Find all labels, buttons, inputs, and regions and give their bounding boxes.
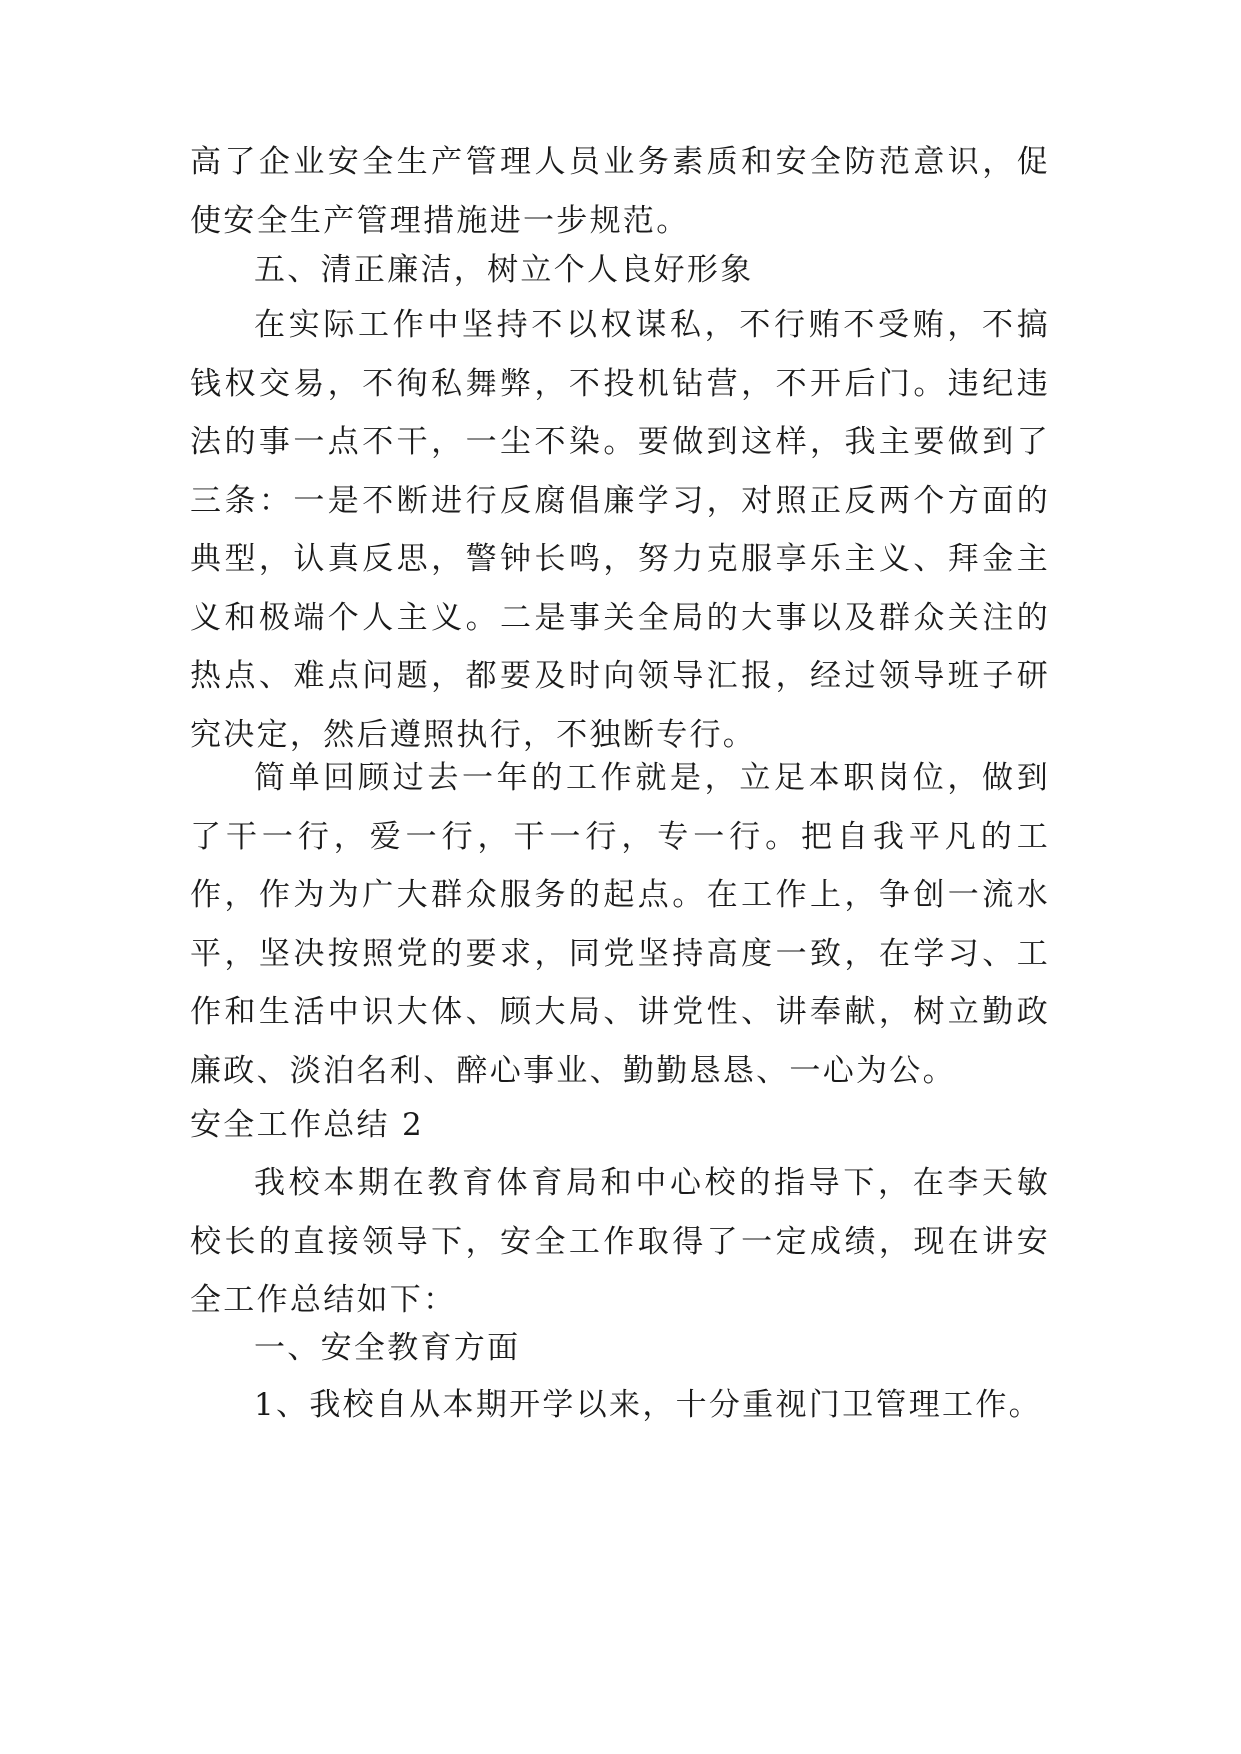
paragraph-intro: 我校本期在教育体育局和中心校的指导下，在李天敏校长的直接领导下，安全工作取得了一定成绩，现在讲安全工作总结如下： bbox=[190, 1165, 1050, 1318]
paragraph-item-1: 1、我校自从本期开学以来，十分重视门卫管理工作。 bbox=[254, 1387, 1042, 1423]
section-title: 安全工作总结 2 bbox=[190, 1107, 424, 1143]
paragraph-integrity: 在实际工作中坚持不以权谋私，不行贿不受贿，不搞钱权交易，不徇私舞弊，不投机钻营，不开后门。违纪违法的事一点不干，一尘不染。要做到这样，我主要做到了三条：一是不断进行反腐倡廉学习，对照正反两个方面的典型，认真反思，警钟长鸣，努力克服享乐主义、拜金主义和极端个人主义。二是事关全局的大事以及群众关注的热点、难点问题，都要及时向领导汇报，经过领导班子研究决定，然后遵照执行，不独断专行。 bbox=[190, 307, 1050, 753]
paragraph-continuation: 高了企业安全生产管理人员业务素质和安全防范意识，促使安全生产管理措施进一步规范。 bbox=[190, 144, 1050, 239]
subheading-one: 一、安全教育方面 bbox=[254, 1330, 521, 1366]
subheading-five: 五、清正廉洁，树立个人良好形象 bbox=[254, 252, 754, 288]
paragraph-review: 简单回顾过去一年的工作就是，立足本职岗位，做到了干一行，爱一行，干一行，专一行。把自我平凡的工作，作为为广大群众服务的起点。在工作上，争创一流水平，坚决按照党的要求，同党坚持高度一致，在学习、工作和生活中识大体、顾大局、讲党性、讲奉献，树立勤政廉政、淡泊名利、醉心事业、勤勤恳恳、一心为公。 bbox=[190, 760, 1050, 1089]
